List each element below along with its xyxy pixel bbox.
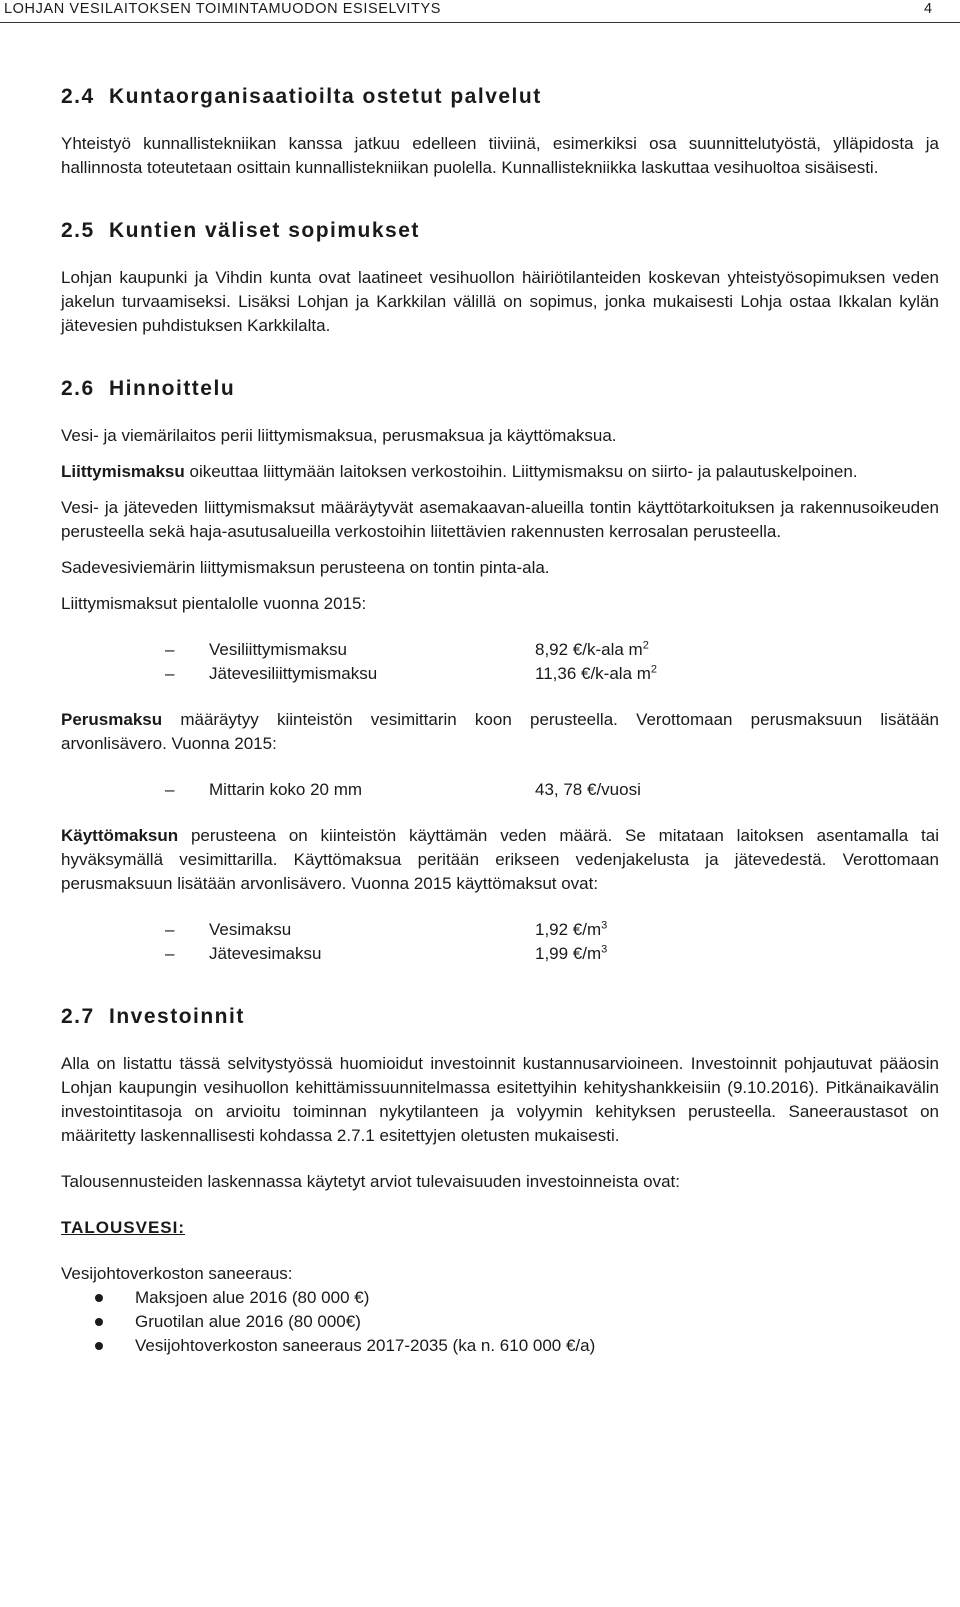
fee-price-value: 1,92 €/m xyxy=(535,920,602,939)
paragraph: Talousennusteiden laskennassa käytetyt arviot tulevaisuuden investoinneista ovat: xyxy=(61,1172,680,1191)
section-heading-2-4 xyxy=(61,84,939,110)
fee-name: Mittarin koko 20 mm xyxy=(209,780,363,799)
paragraph xyxy=(61,708,939,756)
paragraph: Vesi- ja jäteveden liittymismaksut määräytyvät asemakaavan-alueilla tontin käyttötarkoituksen ja rakennusoikeuden perusteella sekä haja-asutusalueilla verkostoihin liitettävien rakennusten kerrosalan perusteella. xyxy=(61,498,939,541)
list-item-text: Gruotilan alue 2016 (80 000€) xyxy=(135,1312,361,1331)
term-kayttomaksu: Käyttömaksun xyxy=(61,826,179,845)
paragraph: Liittymismaksut pientalolle vuonna 2015: xyxy=(61,594,367,613)
page-number: 4 xyxy=(924,1,933,17)
paragraph: Alla on listattu tässä selvitystyössä huomioidut investoinnit kustannusarvioineen. Investoinnit pohjautuvat pääosin Lohjan kaupungin vesihuollon kehittämissuunnitelmassa esitettyihin kehityshankkeisiin (9.10.2016). Pitkänaikavälin investointitasoja on arvioitu toiminnan nykytilanteen ja volyymin kehityksen perusteella. Saneeraustasot on määritetty laskennallisesti kohdassa 2.7.1 esitettyjen oletusten mukaisesti. xyxy=(61,1054,939,1145)
base-fee-list xyxy=(61,778,939,802)
term-liittymismaksu: Liittymismaksu xyxy=(61,462,185,481)
list-item-text: Maksjoen alue 2016 (80 000 €) xyxy=(135,1288,370,1307)
list-item xyxy=(61,1310,939,1334)
dash-marker: – xyxy=(165,640,175,659)
fee-name: Vesiliittymismaksu xyxy=(209,640,347,659)
fee-price xyxy=(535,662,657,686)
connection-fee-list xyxy=(61,638,939,686)
paragraph: Vesi- ja viemärilaitos perii liittymismaksua, perusmaksua ja käyttömaksua. xyxy=(61,426,617,445)
paragraph: Yhteistyö kunnallistekniikan kanssa jatkuu edelleen tiiviinä, esimerkiksi osa suunnittelutyöstä, ylläpidosta ja hallinnosta toteutetaan osittain kunnallistekniikan puolella. Kunnallistekniikka laskuttaa vesihuoltoa sisäisesti. xyxy=(61,134,939,177)
paragraph: Vesijohtoverkoston saneeraus: xyxy=(61,1264,293,1283)
section-title: Kuntien väliset sopimukset xyxy=(109,219,420,242)
fee-price: 43, 78 €/vuosi xyxy=(535,780,641,799)
fee-price-value: 8,92 €/k-ala m xyxy=(535,640,643,659)
fee-price xyxy=(535,918,607,942)
bullet-icon xyxy=(95,1294,103,1302)
fee-price-value: 1,99 €/m xyxy=(535,944,602,963)
paragraph xyxy=(61,460,939,484)
paragraph: Sadevesiviemärin liittymismaksun perusteena on tontin pinta-ala. xyxy=(61,558,550,577)
list-item-text: Vesijohtoverkoston saneeraus 2017-2035 (ka n. 610 000 €/a) xyxy=(135,1336,596,1355)
list-item xyxy=(61,1334,939,1358)
dash-marker: – xyxy=(165,780,175,799)
section-heading-2-5 xyxy=(61,218,939,244)
paragraph xyxy=(61,824,939,896)
section-title: Hinnoittelu xyxy=(109,377,236,400)
usage-fee-list xyxy=(61,918,939,966)
page-header xyxy=(0,0,960,23)
fee-price-value: 11,36 €/k-ala m xyxy=(535,664,651,683)
dash-marker: – xyxy=(165,920,175,939)
superscript: 2 xyxy=(642,639,649,652)
superscript: 3 xyxy=(601,943,608,956)
section-number: 2.6 xyxy=(61,377,95,400)
fee-name: Jätevesiliittymismaksu xyxy=(209,664,378,683)
paragraph-text: määräytyy kiinteistön vesimittarin koon perusteella. Verottomaan perusmaksuun lisätään arvonlisävero. Vuonna 2015: xyxy=(61,710,939,753)
fee-item xyxy=(61,638,939,662)
section-title: Investoinnit xyxy=(109,1005,245,1028)
paragraph: Lohjan kaupunki ja Vihdin kunta ovat laatineet vesihuollon häiriötilanteiden koskevan yhteistyösopimuksen veden jakelun turvaamiseksi. Lisäksi Lohjan ja Karkkilan välillä on sopimus, jonka mukaisesti Lohja ostaa Ikkalan kylän jätevesien puhdistuksen Karkkilalta. xyxy=(61,268,939,335)
section-heading-2-7 xyxy=(61,1004,939,1030)
section-number: 2.7 xyxy=(61,1005,95,1028)
fee-item xyxy=(61,778,939,802)
term-perusmaksu: Perusmaksu xyxy=(61,710,163,729)
paragraph-text: oikeuttaa liittymään laitoksen verkostoihin. Liittymismaksu on siirto- ja palautuskelpoinen. xyxy=(184,462,858,481)
section-heading-2-6 xyxy=(61,376,939,402)
section-title: Kuntaorganisaatioilta ostetut palvelut xyxy=(109,85,542,108)
section-number: 2.4 xyxy=(61,85,95,108)
list-item xyxy=(61,1286,939,1310)
bullet-icon xyxy=(95,1318,103,1326)
header-title: LOHJAN VESILAITOKSEN TOIMINTAMUODON ESISELVITYS xyxy=(4,1,441,17)
subheading xyxy=(61,1216,939,1240)
fee-item xyxy=(61,918,939,942)
paragraph-text: perusteena on kiinteistön käyttämän veden määrä. Se mitataan laitoksen asentamalla tai hyväksymällä vesimittarilla. Käyttömaksua peritään erikseen vedenjakelusta ja jätevedestä. Verottomaan perusmaksuun lisätään arvonlisävero. Vuonna 2015 käyttömaksut ovat: xyxy=(61,826,939,893)
superscript: 2 xyxy=(650,663,658,676)
document-body xyxy=(61,84,939,1358)
section-number: 2.5 xyxy=(61,219,95,242)
bullet-icon xyxy=(95,1342,103,1350)
investment-list xyxy=(61,1286,939,1358)
fee-price xyxy=(535,942,607,966)
fee-item xyxy=(61,942,939,966)
dash-marker: – xyxy=(165,664,175,683)
fee-price xyxy=(535,638,649,662)
fee-name: Jätevesimaksu xyxy=(209,944,322,963)
subheading-talousvesi: TALOUSVESI: xyxy=(61,1218,186,1237)
superscript: 3 xyxy=(601,919,608,932)
dash-marker: – xyxy=(165,944,175,963)
fee-item xyxy=(61,662,939,686)
fee-name: Vesimaksu xyxy=(209,920,292,939)
